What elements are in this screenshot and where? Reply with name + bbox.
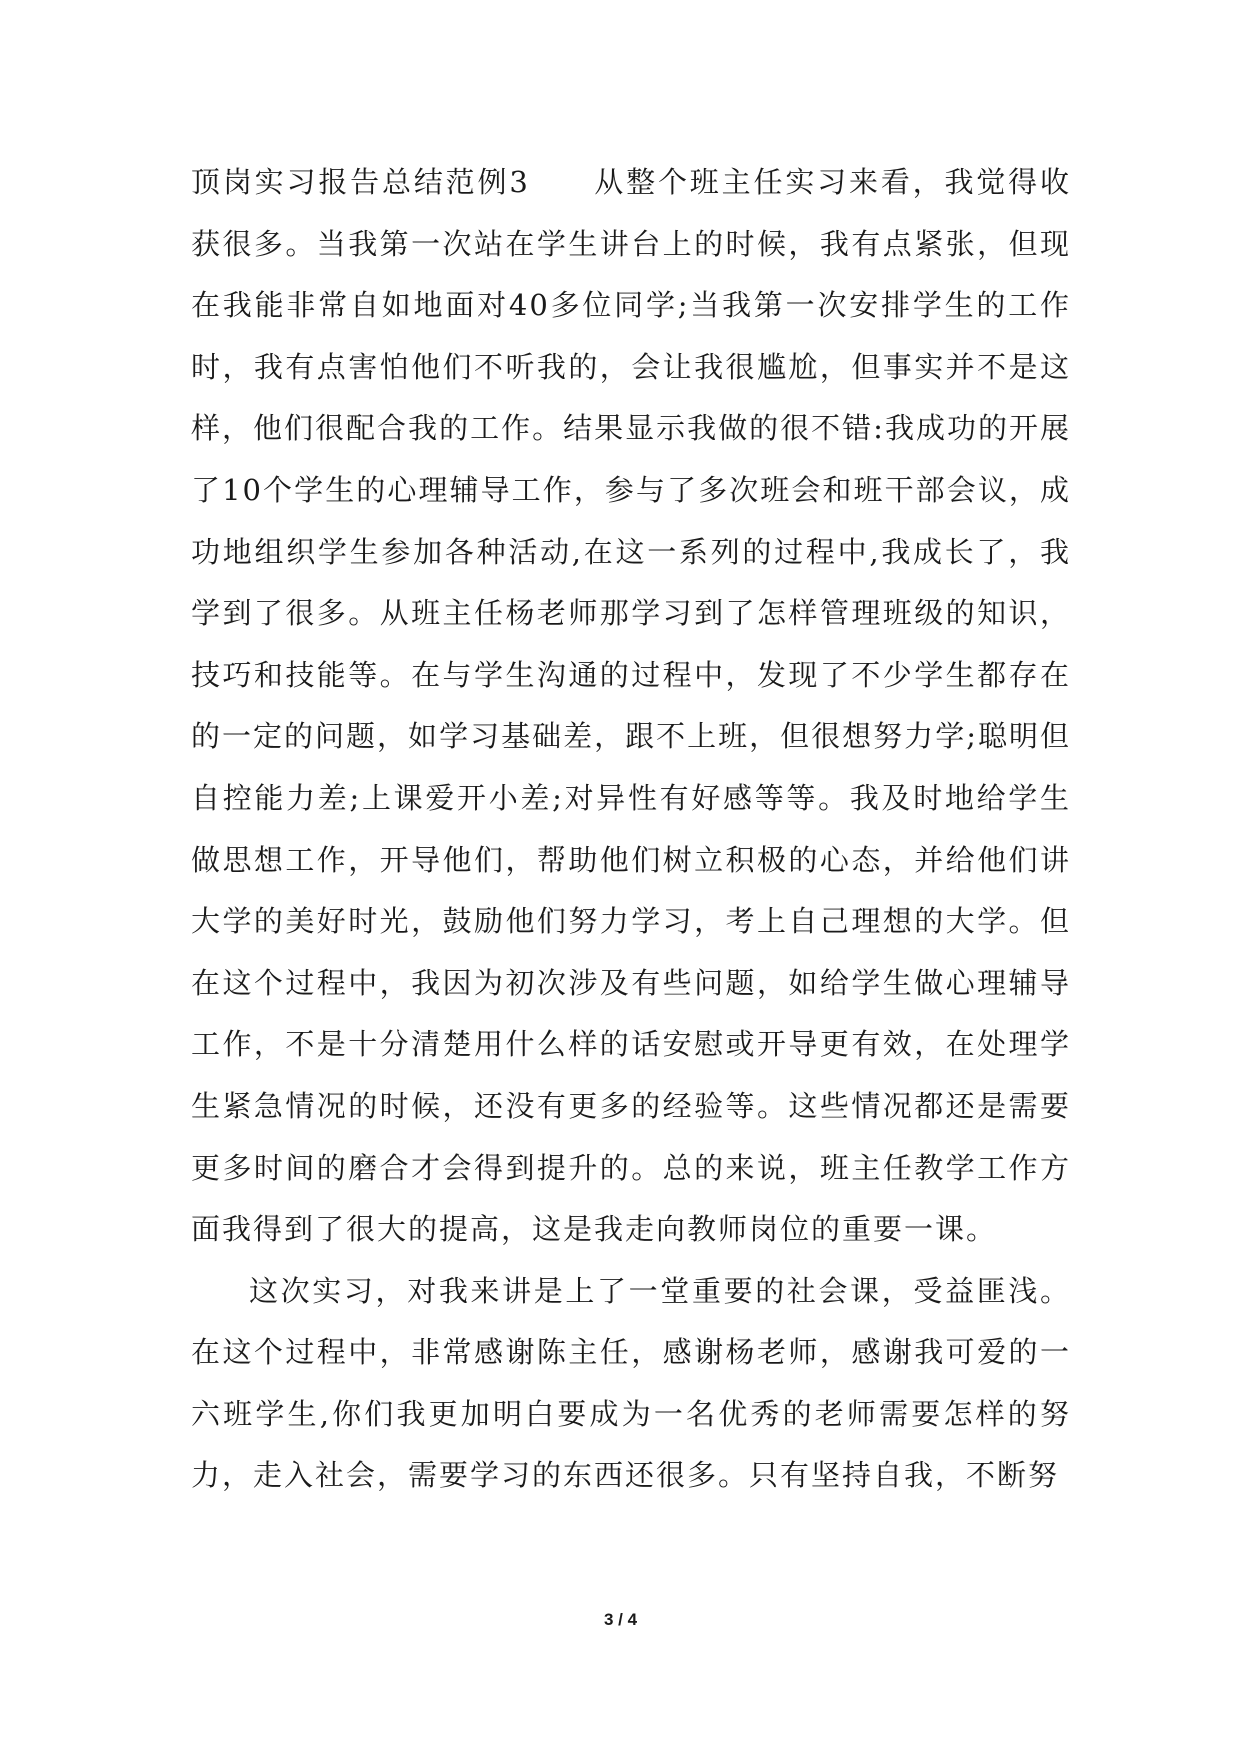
document-body	[191, 152, 1071, 1507]
page-number: 3 / 4	[603, 1610, 638, 1629]
paragraph-2: 这次实习，对我来讲是上了一堂重要的社会课，受益匪浅。在这个过程中，非常感谢陈主任，感谢杨老师，感谢我可爱的一六班学生,你们我更加明白要成为一名优秀的老师需要怎样的努力，走入社会，需要学习的东西还很多。只有坚持自我，不断努	[191, 1273, 1071, 1493]
paragraph-1: 顶岗实习报告总结范例3 从整个班主任实习来看，我觉得收获很多。当我第一次站在学生讲台上的时候，我有点紧张，但现在我能非常自如地面对40多位同学;当我第一次安排学生的工作时，我有点害怕他们不听我的，会让我很尴尬，但事实并不是这样，他们很配合我的工作。结果显示我做的很不错:我成功的开展了10个学生的心理辅导工作，参与了多次班会和班干部会议，成功地组织学生参加各种活动,在这一系列的过程中,我成长了，我学到了很多。从班主任杨老师那学习到了怎样管理班级的知识，技巧和技能等。在与学生沟通的过程中，发现了不少学生都存在的一定的问题，如学习基础差，跟不上班，但很想努力学;聪明但自控能力差;上课爱开小差;对异性有好感等等。我及时地给学生做思想工作，开导他们，帮助他们树立积极的心态，并给他们讲大学的美好时光，鼓励他们努力学习，考上自己理想的大学。但在这个过程中，我因为初次涉及有些问题，如给学生做心理辅导工作，不是十分清楚用什么样的话安慰或开导更有效，在处理学生紧急情况的时候，还没有更多的经验等。这些情况都还是需要更多时间的磨合才会得到提升的。总的来说，班主任教学工作方面我得到了很大的提高，这是我走向教师岗位的重要一课。	[191, 165, 1071, 1247]
